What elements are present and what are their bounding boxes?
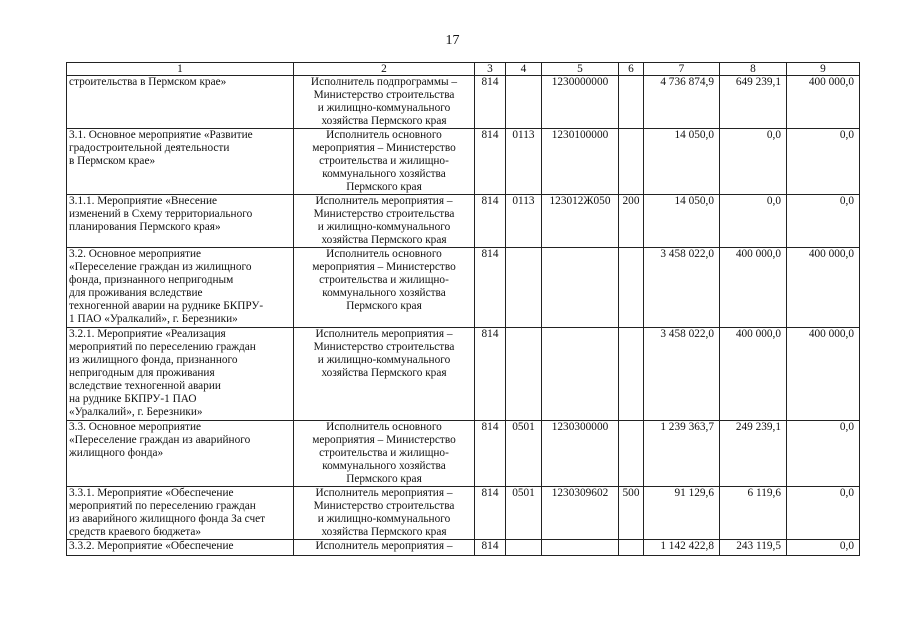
amount-year2-text: 6 119,6 bbox=[747, 487, 781, 499]
section-code-cell bbox=[506, 328, 542, 421]
header-cell: 7 bbox=[644, 63, 720, 76]
measure-name-cell bbox=[67, 421, 294, 487]
amount-year1-cell bbox=[644, 328, 720, 421]
target-article-text: 123012Ж050 bbox=[549, 195, 611, 207]
amount-year3-text: 400 000,0 bbox=[808, 76, 854, 88]
table-row bbox=[67, 248, 860, 328]
amount-year3-cell bbox=[787, 76, 860, 129]
amount-year3-text: 0,0 bbox=[839, 487, 854, 499]
amount-year1-text: 1 239 363,7 bbox=[660, 421, 714, 433]
target-article-cell bbox=[542, 248, 619, 328]
amount-year1-cell bbox=[644, 540, 720, 556]
measure-name-cell bbox=[67, 129, 294, 195]
amount-year2-text: 649 239,1 bbox=[735, 76, 781, 88]
executor-cell bbox=[294, 421, 475, 487]
amount-year3-cell bbox=[787, 421, 860, 487]
amount-year3-cell bbox=[787, 487, 860, 540]
executor-cell bbox=[294, 487, 475, 540]
measure-name-cell bbox=[67, 195, 294, 248]
page-number: 17 bbox=[445, 33, 460, 48]
target-article-text: 1230300000 bbox=[551, 421, 609, 433]
target-article-cell bbox=[542, 487, 619, 540]
grbs-code-cell bbox=[475, 76, 506, 129]
measure-name-text: строительства в Пермском крае» bbox=[69, 76, 227, 88]
table-row bbox=[67, 487, 860, 540]
section-code-cell bbox=[506, 248, 542, 328]
amount-year1-text: 14 050,0 bbox=[674, 195, 714, 207]
header-row bbox=[67, 63, 860, 76]
amount-year2-text: 400 000,0 bbox=[735, 328, 781, 340]
executor-cell bbox=[294, 248, 475, 328]
section-code-cell bbox=[506, 76, 542, 129]
amount-year2-cell bbox=[720, 328, 787, 421]
measure-name-cell bbox=[67, 328, 294, 421]
section-code-cell bbox=[506, 195, 542, 248]
measure-name-text: 3.1. Основное мероприятие «Развитие градостроительной деятельности в Пермском крае» bbox=[69, 129, 253, 167]
measure-name-cell bbox=[67, 487, 294, 540]
amount-year1-cell bbox=[644, 248, 720, 328]
section-code-cell bbox=[506, 487, 542, 540]
grbs-code-text: 814 bbox=[481, 487, 499, 499]
target-article-cell bbox=[542, 76, 619, 129]
measure-name-text: 3.2. Основное мероприятие «Переселение граждан из жилищного фонда, признанного непригодным для проживания вследствие техногенной аварии на руднике БКПРУ- 1 ПАО «Уралкалий», г. Березники» bbox=[69, 248, 264, 325]
amount-year2-text: 0,0 bbox=[766, 129, 781, 141]
executor-text: Исполнитель мероприятия – Министерство строительства и жилищно-коммунального хозяйства Пермского края bbox=[313, 328, 455, 379]
measure-name-text: 3.3.1. Мероприятие «Обеспечение мероприятий по переселению граждан из аварийного жилищного фонда За счет средств краевого бюджета» bbox=[69, 487, 266, 538]
measure-name-text: 3.3. Основное мероприятие «Переселение граждан из аварийного жилищного фонда» bbox=[69, 421, 251, 459]
table-row bbox=[67, 421, 860, 487]
executor-text: Исполнитель основного мероприятия – Министерство строительства и жилищно- коммунального хозяйства Пермского края bbox=[312, 129, 456, 193]
table-row bbox=[67, 76, 860, 129]
amount-year3-cell bbox=[787, 195, 860, 248]
header-cell: 1 bbox=[67, 63, 294, 76]
section-code-cell bbox=[506, 540, 542, 556]
grbs-code-cell bbox=[475, 129, 506, 195]
expense-type-cell bbox=[619, 129, 644, 195]
amount-year3-cell bbox=[787, 248, 860, 328]
target-article-text: 1230309602 bbox=[551, 487, 609, 499]
expense-type-text: 200 bbox=[622, 195, 640, 207]
measure-name-cell bbox=[67, 76, 294, 129]
executor-text: Исполнитель основного мероприятия – Министерство строительства и жилищно- коммунального хозяйства Пермского края bbox=[312, 421, 456, 485]
amount-year2-cell bbox=[720, 487, 787, 540]
amount-year2-text: 400 000,0 bbox=[735, 248, 781, 260]
header-cell: 4 bbox=[506, 63, 542, 76]
amount-year1-text: 1 142 422,8 bbox=[660, 540, 714, 552]
amount-year3-cell bbox=[787, 540, 860, 556]
expense-type-text: 500 bbox=[622, 487, 640, 499]
section-code-cell bbox=[506, 129, 542, 195]
grbs-code-text: 814 bbox=[481, 195, 499, 207]
amount-year1-cell bbox=[644, 76, 720, 129]
amount-year1-text: 3 458 022,0 bbox=[660, 328, 714, 340]
expense-type-cell bbox=[619, 76, 644, 129]
amount-year1-text: 4 736 874,9 bbox=[660, 76, 714, 88]
grbs-code-text: 814 bbox=[481, 248, 499, 260]
amount-year1-cell bbox=[644, 421, 720, 487]
amount-year1-cell bbox=[644, 487, 720, 540]
target-article-text: 1230000000 bbox=[551, 76, 609, 88]
amount-year3-cell bbox=[787, 328, 860, 421]
amount-year3-text: 0,0 bbox=[839, 540, 854, 552]
executor-text: Исполнитель мероприятия – Министерство строительства и жилищно-коммунального хозяйства Пермского края bbox=[313, 195, 455, 246]
grbs-code-text: 814 bbox=[481, 540, 499, 552]
amount-year1-text: 14 050,0 bbox=[674, 129, 714, 141]
section-code-text: 0113 bbox=[512, 195, 535, 207]
amount-year2-text: 0,0 bbox=[766, 195, 781, 207]
grbs-code-text: 814 bbox=[481, 129, 499, 141]
expense-type-cell bbox=[619, 540, 644, 556]
target-article-cell bbox=[542, 129, 619, 195]
amount-year2-cell bbox=[720, 129, 787, 195]
executor-text: Исполнитель основного мероприятия – Министерство строительства и жилищно- коммунального хозяйства Пермского края bbox=[312, 248, 456, 312]
measure-name-text: 3.1.1. Мероприятие «Внесение изменений в Схему территориального планирования Пермского края» bbox=[69, 195, 253, 233]
amount-year1-text: 91 129,6 bbox=[674, 487, 714, 499]
executor-text: Исполнитель мероприятия – bbox=[315, 540, 453, 552]
expense-type-cell bbox=[619, 328, 644, 421]
expense-type-cell bbox=[619, 421, 644, 487]
executor-cell bbox=[294, 129, 475, 195]
target-article-cell bbox=[542, 328, 619, 421]
executor-text: Исполнитель мероприятия – Министерство строительства и жилищно-коммунального хозяйства Пермского края bbox=[313, 487, 455, 538]
expense-type-cell bbox=[619, 487, 644, 540]
amount-year3-text: 0,0 bbox=[839, 421, 854, 433]
program-table bbox=[66, 62, 860, 556]
header-cell: 6 bbox=[619, 63, 644, 76]
grbs-code-cell bbox=[475, 248, 506, 328]
executor-cell bbox=[294, 540, 475, 556]
amount-year2-cell bbox=[720, 248, 787, 328]
executor-cell bbox=[294, 195, 475, 248]
grbs-code-cell bbox=[475, 328, 506, 421]
grbs-code-text: 814 bbox=[481, 328, 499, 340]
amount-year2-cell bbox=[720, 195, 787, 248]
grbs-code-text: 814 bbox=[481, 76, 499, 88]
amount-year1-cell bbox=[644, 129, 720, 195]
target-article-text: 1230100000 bbox=[551, 129, 609, 141]
amount-year3-text: 0,0 bbox=[839, 195, 854, 207]
amount-year3-text: 400 000,0 bbox=[808, 248, 854, 260]
measure-name-cell bbox=[67, 248, 294, 328]
section-code-text: 0113 bbox=[512, 129, 535, 141]
section-code-cell bbox=[506, 421, 542, 487]
header-cell: 3 bbox=[475, 63, 506, 76]
grbs-code-cell bbox=[475, 540, 506, 556]
section-code-text: 0501 bbox=[512, 487, 535, 499]
executor-cell bbox=[294, 328, 475, 421]
measure-name-text: 3.2.1. Мероприятие «Реализация мероприятий по переселению граждан из жилищного фонда, признанного непригодным для проживания вследствие техногенной аварии на руднике БКПРУ-1 ПАО «Уралкалий», г. Березники» bbox=[69, 328, 256, 418]
header-cell: 9 bbox=[787, 63, 860, 76]
amount-year3-cell bbox=[787, 129, 860, 195]
table-row bbox=[67, 328, 860, 421]
measure-name-text: 3.3.2. Мероприятие «Обеспечение bbox=[69, 540, 234, 552]
amount-year2-text: 249 239,1 bbox=[735, 421, 781, 433]
amount-year2-text: 243 119,5 bbox=[736, 540, 781, 552]
header-cell: 8 bbox=[720, 63, 787, 76]
expense-type-cell bbox=[619, 195, 644, 248]
table-row bbox=[67, 129, 860, 195]
grbs-code-cell bbox=[475, 195, 506, 248]
target-article-cell bbox=[542, 195, 619, 248]
executor-text: Исполнитель подпрограммы – Министерство строительства и жилищно-коммунального хозяйства Пермского края bbox=[310, 76, 458, 127]
table-row bbox=[67, 540, 860, 556]
table-row bbox=[67, 195, 860, 248]
grbs-code-cell bbox=[475, 487, 506, 540]
amount-year3-text: 0,0 bbox=[839, 129, 854, 141]
amount-year1-text: 3 458 022,0 bbox=[660, 248, 714, 260]
expense-type-cell bbox=[619, 248, 644, 328]
measure-name-cell bbox=[67, 540, 294, 556]
header-cell: 2 bbox=[294, 63, 475, 76]
amount-year3-text: 400 000,0 bbox=[808, 328, 854, 340]
header-cell: 5 bbox=[542, 63, 619, 76]
grbs-code-cell bbox=[475, 421, 506, 487]
target-article-cell bbox=[542, 421, 619, 487]
amount-year2-cell bbox=[720, 540, 787, 556]
amount-year2-cell bbox=[720, 421, 787, 487]
target-article-cell bbox=[542, 540, 619, 556]
executor-cell bbox=[294, 76, 475, 129]
grbs-code-text: 814 bbox=[481, 421, 499, 433]
amount-year2-cell bbox=[720, 76, 787, 129]
amount-year1-cell bbox=[644, 195, 720, 248]
section-code-text: 0501 bbox=[512, 421, 535, 433]
